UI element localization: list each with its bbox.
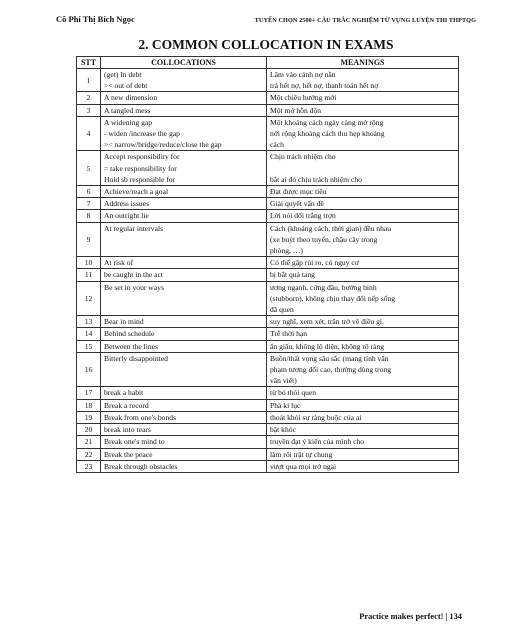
row-number: 12: [77, 281, 101, 316]
table-row: [77, 411, 459, 423]
table-body: [77, 69, 459, 473]
meaning-text: cách: [270, 140, 284, 150]
collocation-cell: [101, 257, 267, 269]
meaning-text: bị bắt quả tang: [270, 270, 315, 280]
collocation-cell: [101, 92, 267, 104]
row-number: 18: [77, 399, 101, 411]
collocation-cell: [101, 210, 267, 222]
collocation-text: Break through obstacles: [104, 461, 178, 471]
meaning-text: (stubborn), không chịu thay đổi nếp sống: [270, 293, 396, 303]
book-title: TUYỂN CHỌN 2500+ CÂU TRẮC NGHIỆM TỪ VỰNG LUYỆN THI THPTQG: [254, 17, 476, 24]
collocation-text: Between the lines: [104, 341, 158, 351]
collocation-text: Address issues: [104, 199, 149, 209]
row-number: 23: [77, 460, 101, 472]
meaning-text: truyền đạt ý kiến của mình cho: [270, 437, 365, 447]
meaning-cell: [267, 257, 459, 269]
collocation-text: (get) In debt: [104, 70, 142, 79]
table-row: [77, 387, 459, 399]
meaning-text: Lâm vào cảnh nợ nần: [270, 70, 336, 79]
meaning-text: Phá kỉ lục: [270, 400, 301, 410]
meaning-text: từ bỏ thói quen: [270, 388, 317, 398]
meaning-text: suy nghĩ, xem xét, trăn trở về điều gì.: [270, 317, 384, 327]
table-row: [77, 257, 459, 269]
meaning-text: [270, 163, 455, 174]
row-number: 19: [77, 411, 101, 423]
section-title: 2. COMMON COLLOCATION IN EXAMS: [138, 37, 394, 52]
meaning-text: bắt ai đó chịu trách nhiệm cho: [270, 174, 362, 184]
table-row: [77, 151, 459, 186]
meaning-text: Một mớ hỗn độn: [270, 105, 322, 115]
row-number: 22: [77, 448, 101, 460]
collocation-text: = take responsibility for: [104, 163, 177, 173]
meaning-cell: [267, 352, 459, 387]
table-row: [77, 269, 459, 281]
collocation-cell: [101, 104, 267, 116]
meaning-text: trả hết nợ, hết nợ, thanh toán hết nợ: [270, 81, 379, 91]
table-row: [77, 104, 459, 116]
table-row: [77, 281, 459, 316]
meaning-cell: [267, 116, 459, 151]
collocation-cell: [101, 340, 267, 352]
collocation-text: Accept responsibility for: [104, 152, 180, 162]
page-footer: Practice makes perfect! | 134: [359, 612, 462, 621]
collocation-cell: [101, 269, 267, 281]
collocation-cell: [101, 352, 267, 387]
collocation-text: Break one's mind to: [104, 437, 165, 447]
meaning-text: Giải quyết vấn đề: [270, 199, 324, 209]
meaning-text: (xe buýt theo tuyến, chậu cây trong: [270, 234, 378, 244]
collocation-cell: [101, 151, 267, 186]
meaning-text: thoát khỏi sự ràng buộc của ai: [270, 412, 362, 422]
collocation-text: An outright lie: [104, 211, 149, 221]
collocation-cell: [101, 186, 267, 198]
meaning-cell: [267, 210, 459, 222]
row-number: 13: [77, 316, 101, 328]
meaning-cell: [267, 460, 459, 472]
meaning-text: nới rộng khoảng cách thu hẹp khoảng: [270, 129, 385, 139]
collocation-text: Bitterly disappointed: [104, 353, 168, 363]
meaning-cell: [267, 448, 459, 460]
meaning-text: làm rối trật tự chung: [270, 449, 333, 459]
row-number: 17: [77, 387, 101, 399]
table-row: [77, 352, 459, 387]
meaning-cell: [267, 151, 459, 186]
row-number: 6: [77, 186, 101, 198]
table-row: [77, 340, 459, 352]
collocation-cell: [101, 399, 267, 411]
collocation-text: break a habit: [104, 388, 144, 398]
row-number: 7: [77, 198, 101, 210]
collocation-text: Hold sb responsible for: [104, 174, 176, 184]
meaning-text: Buồn/thất vọng sâu sắc (mang tính văn: [270, 353, 389, 363]
table-row: [77, 460, 459, 472]
collocation-cell: [101, 411, 267, 423]
meaning-cell: [267, 411, 459, 423]
meaning-text: đã quen: [270, 305, 294, 315]
row-number: 11: [77, 269, 101, 281]
collocation-text: be caught in the act: [104, 270, 164, 280]
table-row: [77, 328, 459, 340]
meaning-text: Cách (khoảng cách, thời gian) đều nhau: [270, 223, 392, 233]
collocation-cell: [101, 460, 267, 472]
collocation-cell: [101, 448, 267, 460]
meaning-text: Lời nói dối trắng trợn: [270, 211, 336, 221]
collocation-cell: [101, 387, 267, 399]
collocation-cell: [101, 281, 267, 316]
meaning-text: Chịu trách nhiệm cho: [270, 152, 336, 162]
meaning-cell: [267, 269, 459, 281]
meaning-text: Có thể gặp rủi ro, có nguy cơ: [270, 258, 359, 268]
table-row: [77, 316, 459, 328]
collocation-text: At regular intervals: [104, 223, 164, 233]
collocation-text: >< out of debt: [104, 81, 148, 91]
meaning-cell: [267, 424, 459, 436]
meaning-text: Một chiều hướng mới: [270, 93, 337, 103]
collocation-text: Achieve/reach a goal: [104, 187, 169, 197]
row-number: 1: [77, 69, 101, 92]
row-number: 5: [77, 151, 101, 186]
collocation-text: A tangled mess: [104, 105, 151, 115]
collocation-text: A new dimension: [104, 93, 158, 103]
row-number: 20: [77, 424, 101, 436]
table-row: [77, 210, 459, 222]
meaning-text: Đạt được mục tiêu: [270, 187, 327, 197]
meaning-text: ương ngạnh, cứng đầu, bướng bỉnh: [270, 282, 377, 292]
author-name: Cô Phí Thị Bích Ngọc: [56, 14, 135, 24]
collocation-text: >< narrow/bridge/reduce/close the gap: [104, 140, 222, 150]
collocation-cell: [101, 424, 267, 436]
collocation-text: Behind schedule: [104, 329, 155, 339]
collocation-text: Bear in mind: [104, 317, 144, 327]
table-row: [77, 92, 459, 104]
meaning-cell: [267, 436, 459, 448]
meaning-text: vượt qua mọi trở ngại: [270, 461, 337, 471]
row-number: 8: [77, 210, 101, 222]
row-number: 3: [77, 104, 101, 116]
meaning-cell: [267, 104, 459, 116]
collocation-text: - widen /increase the gap: [104, 129, 180, 139]
collocation-text: break into tears: [104, 425, 151, 435]
table-row: [77, 198, 459, 210]
page-header: [56, 14, 476, 24]
collocation-cell: [101, 316, 267, 328]
meaning-cell: [267, 399, 459, 411]
header-stt: STT: [77, 57, 101, 69]
collocation-cell: [101, 222, 267, 257]
header-meanings: MEANINGS: [267, 57, 459, 69]
meaning-text: phạm tương đối cao, thường dùng trong: [270, 365, 392, 375]
table-row: [77, 399, 459, 411]
table-header-row: [77, 57, 459, 69]
meaning-cell: [267, 92, 459, 104]
meaning-text: ẩn giấu, không lộ diện, không rõ ràng: [270, 341, 385, 351]
row-number: 14: [77, 328, 101, 340]
row-number: 16: [77, 352, 101, 387]
collocation-table: [76, 56, 459, 473]
row-number: 21: [77, 436, 101, 448]
row-number: 2: [77, 92, 101, 104]
collocation-text: Break a record: [104, 400, 149, 410]
row-number: 9: [77, 222, 101, 257]
header-collocations: COLLOCATIONS: [101, 57, 267, 69]
meaning-cell: [267, 328, 459, 340]
meaning-cell: [267, 281, 459, 316]
collocation-text: Break the peace: [104, 449, 153, 459]
meaning-cell: [267, 387, 459, 399]
meaning-cell: [267, 186, 459, 198]
meaning-text: phòng, …): [270, 246, 303, 256]
table-row: [77, 424, 459, 436]
table-row: [77, 448, 459, 460]
collocation-cell: [101, 116, 267, 151]
meaning-text: Trễ thời hạn: [270, 329, 308, 339]
meaning-text: Một khoảng cách ngày càng mở rộng: [270, 117, 384, 127]
meaning-text: bật khóc: [270, 425, 296, 435]
collocation-text: A widening gap: [104, 117, 153, 127]
collocation-text: At risk of: [104, 258, 134, 268]
meaning-cell: [267, 198, 459, 210]
row-number: 15: [77, 340, 101, 352]
table-row: [77, 222, 459, 257]
row-number: 10: [77, 257, 101, 269]
meaning-cell: [267, 69, 459, 92]
collocation-text: Break from one's bonds: [104, 412, 177, 422]
collocation-cell: [101, 436, 267, 448]
meaning-cell: [267, 340, 459, 352]
collocation-text: Be set in your ways: [104, 282, 164, 292]
collocation-cell: [101, 69, 267, 92]
table-row: [77, 186, 459, 198]
meaning-cell: [267, 222, 459, 257]
meaning-text: văn viết): [270, 376, 297, 386]
table-row: [77, 436, 459, 448]
table-row: [77, 116, 459, 151]
collocation-cell: [101, 328, 267, 340]
meaning-cell: [267, 316, 459, 328]
table-row: [77, 69, 459, 92]
row-number: 4: [77, 116, 101, 151]
collocation-cell: [101, 198, 267, 210]
